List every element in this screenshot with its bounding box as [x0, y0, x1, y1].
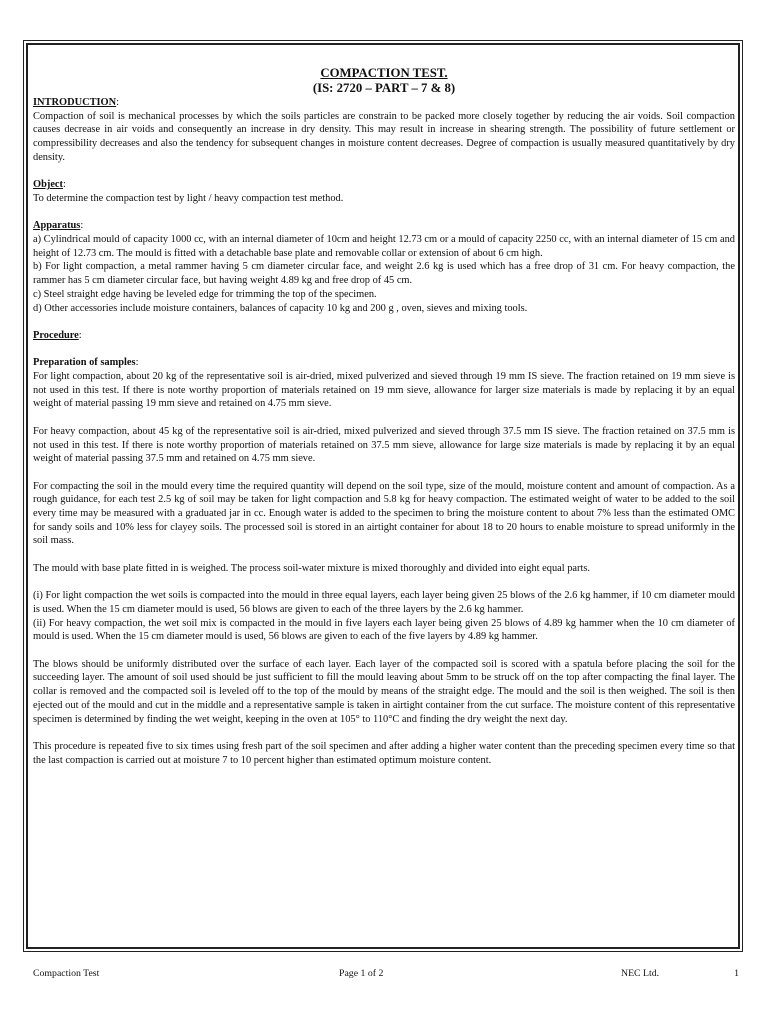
document-title: COMPACTION TEST. — [320, 66, 448, 80]
apparatus-item: b) For light compaction, a metal rammer having 5 cm diameter circular face, and weight 2.6 kg is used which has a free drop of 31 cm. For heavy compaction, the rammer has 5 cm diameter circular face, but having weight 4.89 kg and free drop of 45 cm. — [33, 261, 735, 287]
apparatus-item: c) Steel straight edge having be leveled edge for trimming the top of the specimen. — [33, 288, 377, 300]
apparatus-item: a) Cylindrical mould of capacity 1000 cc, with an internal diameter of 10cm and height 12.73 cm or a mould of capacity 2250 cc, with an internal diameter of 15 cm and height of 12.73 cm. The mould is fitted with a detachable base plate and removable collar or extension of about 6 cm high. — [33, 234, 735, 259]
apparatus-heading-line: Apparatus: — [33, 220, 84, 232]
page-footer — [33, 967, 739, 981]
procedure-paragraph: The mould with base plate fitted in is weighed. The process soil-water mixture is mixed thoroughly and divided into eight equal parts. — [33, 562, 591, 574]
procedure-paragraph: (i) For light compaction the wet soils is compacted into the mould in three equal layers, each layer being given 25 blows of the 2.6 kg hammer, if 10 cm diameter mould is used. When the 15 cm diameter mould is used, 56 blows are given to each of the three layers by the 2.6 kg hammer. — [33, 590, 735, 615]
introduction-text: Compaction of soil is mechanical processes by which the soils particles are constrain to be packed more closely together by reducing the air voids. Soil compaction causes decrease in air voids and consequently an increase in dry density. This may result in increase in shearing strength. The possibility of future settlement or compressibility decreases and also the tendency for subsequent changes in moisture content decreases. Degree of compaction is usually measured quantitatively by dry density. — [33, 110, 735, 163]
object-heading-line: Object: — [33, 179, 66, 191]
footer-page-indicator: Page 1 of 2 — [339, 968, 384, 979]
preparation-heading: Preparation of samples — [33, 357, 136, 369]
introduction-heading: INTRODUCTION — [33, 97, 117, 108]
apparatus-item: d) Other accessories include moisture containers, balances of capacity 10 kg and 200 g , oven, sieves and mixing tools. — [33, 302, 528, 314]
procedure-paragraph: The blows should be uniformly distributed over the surface of each layer. Each layer of the compacted soil is scored with a spatula before placing the soil for the succeeding layer. The amount of soil used should be just sufficient to fill the mould leaving about 5mm to be struck off on the top after compacting the final layer. The collar is removed and the compacted soil is leveled off to the top of the mould by means of the straight edge. The mould and the soil is then weighed. The soil is then ejected out of the mould and cut in the middle and a representative sample is taken in airtight container from the cut surface. The moisture content of this representative specimen is determined by finding the wet weight, keeping in the oven at 105° to 110°C and finding the dry weight the next day. — [33, 658, 735, 725]
footer-document-name: Compaction Test — [33, 968, 100, 979]
procedure-paragraph: For light compaction, about 20 kg of the representative soil is air-dried, mixed pulverized and sieved through 19 mm IS sieve. The fraction retained on 19 mm sieve is not used in this test. If there is note worthy proportion of materials retained on 19 mm sieve, allowance for larger size materials is made by replacing it by an equal weight of material passing 19 mm sieve and retained on 4.75 mm sieve. — [33, 371, 735, 410]
procedure-heading-line: Procedure: — [33, 329, 82, 341]
procedure-paragraph: For heavy compaction, about 45 kg of the representative soil is air-dried, mixed pulverized and sieved through 37.5 mm IS sieve. The fraction retained on 37.5 mm is not used in this test. If there is note worthy proportion of materials retained on 37.5 mm sieve, allowance for large size materials is made by replacing it by an equal weight of material passing 37.5 mm and retained on 4.75 mm sieve. — [33, 425, 735, 465]
footer-company: NEC Ltd. — [621, 968, 660, 979]
object-text: To determine the compaction test by light / heavy compaction test method. — [33, 192, 344, 204]
object-heading: Object — [33, 179, 64, 191]
footer-page-number: 1 — [734, 968, 739, 979]
procedure-paragraph: For compacting the soil in the mould every time the required quantity will depend on the soil type, size of the mould, moisture content and amount of compaction. As a rough guidance, for each test 2.5 kg of soil may be taken for light compaction and 5.8 kg for heavy compaction. The estimated weight of water to be added to the soil every time may be measured with a graduated jar in cc. Enough water is added to the specimen to bring the moisture content to about 7% less than the estimated OMC for sandy soils and 10% less for clayey soils. The processed soil is stored in an airtight container for about 18 to 20 hours to enable moisture to spread uniformly in the soil mass. — [33, 480, 735, 547]
procedure-heading: Procedure — [33, 329, 79, 341]
document-subtitle: (IS: 2720 – PART – 7 & 8) — [312, 81, 456, 95]
apparatus-heading: Apparatus — [33, 220, 81, 232]
procedure-paragraph: This procedure is repeated five to six times using fresh part of the soil specimen and after adding a higher water content than the preceding specimen every time so that the last compaction is carried out at moisture 7 to 10 percent higher than estimated optimum moisture content. — [33, 740, 735, 766]
introduction-heading-line: INTRODUCTION: — [33, 97, 120, 108]
procedure-paragraph: (ii) For heavy compaction, the wet soil mix is compacted in the mould in five layers each layer being given 25 blows of 4.89 kg hammer when the 10 cm diameter of mould is used. When the 15 cm diameter mould is used, 56 blows are given to each of the five layers by 4.89 kg hammer. — [33, 617, 735, 643]
preparation-heading-line: Preparation of samples: — [33, 357, 139, 369]
document-body — [33, 66, 735, 767]
